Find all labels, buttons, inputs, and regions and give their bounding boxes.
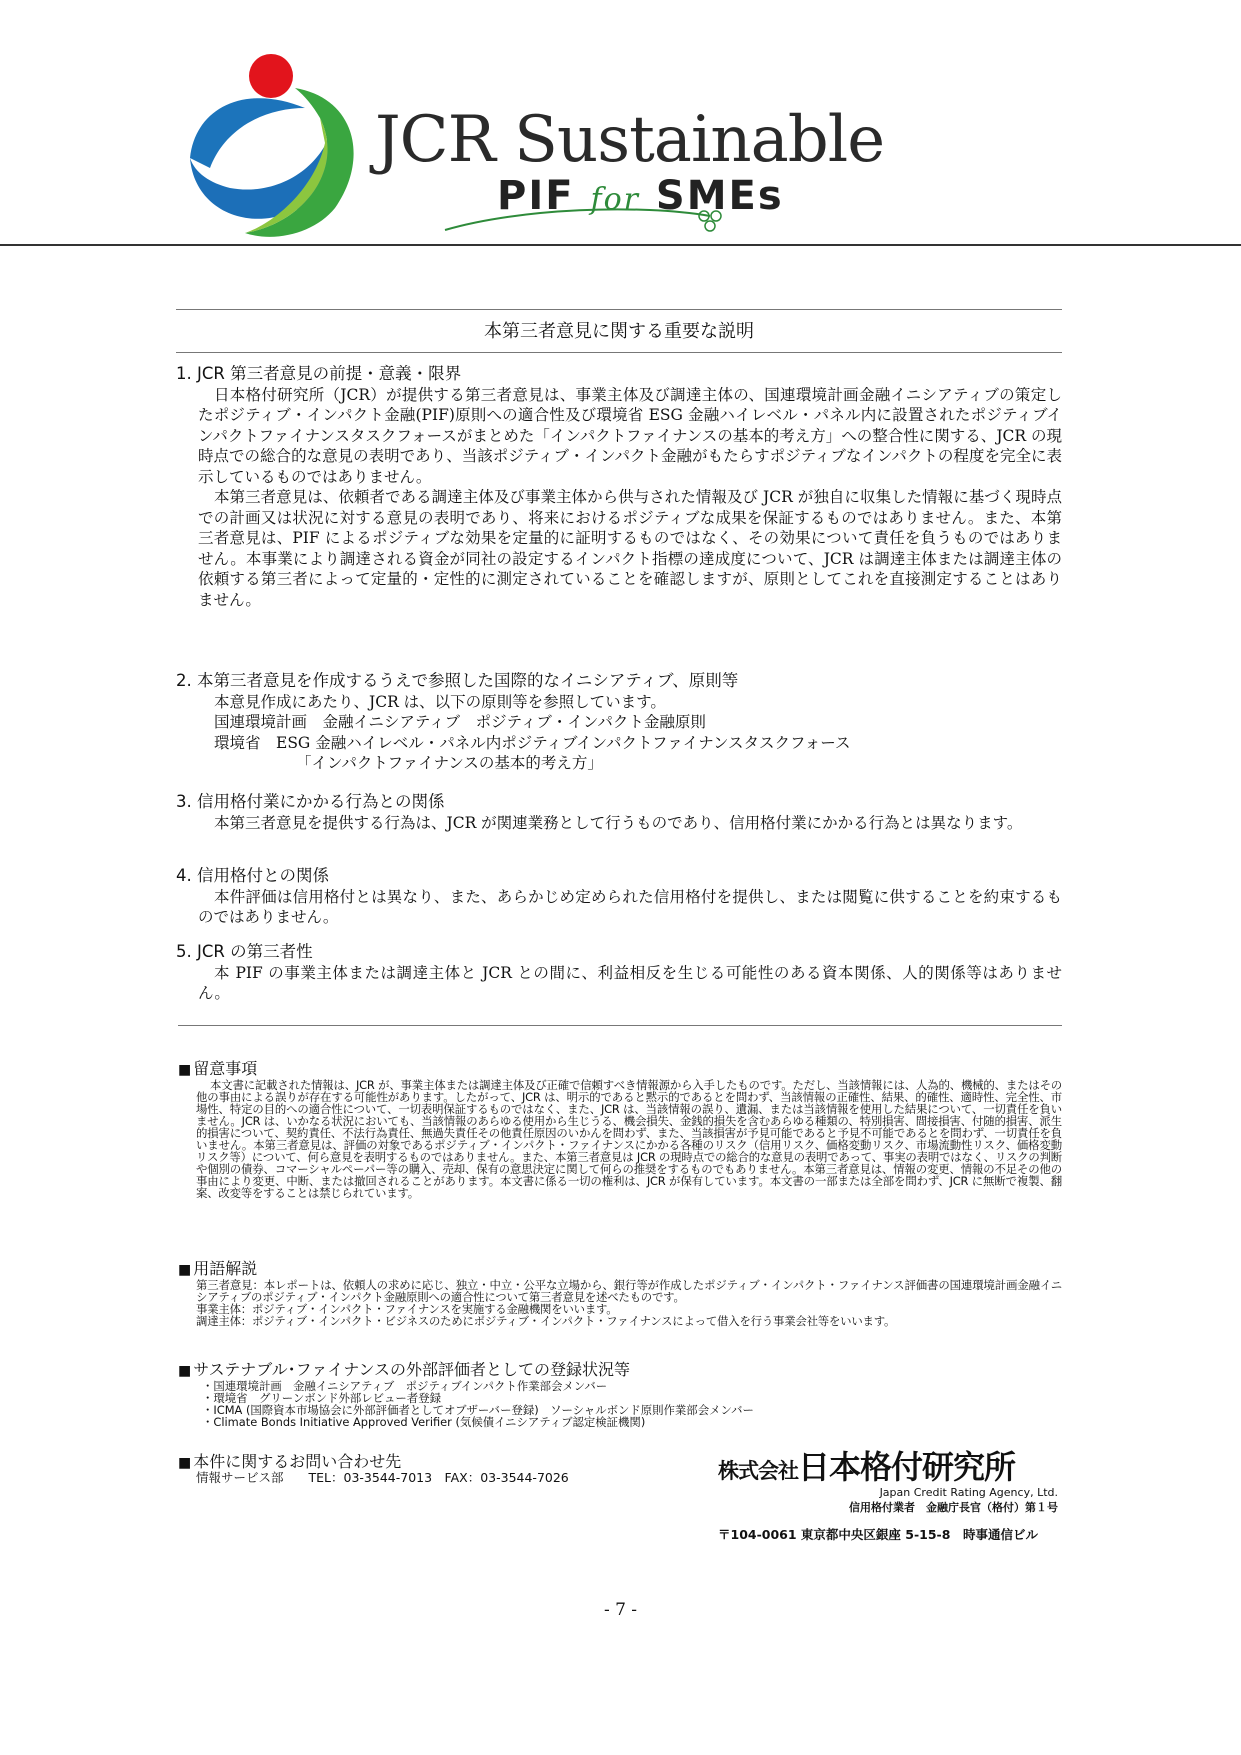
contact-heading: ■ 本件に関するお問い合わせ先 xyxy=(178,1449,678,1472)
contact-block xyxy=(178,1449,678,1484)
section-heading: 1. JCR 第三者意見の前提・意義・限界 xyxy=(176,364,462,383)
caution-heading: ■ 留意事項 xyxy=(178,1056,1062,1079)
section-5 xyxy=(176,942,1062,1004)
section-4 xyxy=(176,866,1062,928)
logo-title: JCR Sustainable xyxy=(375,103,885,177)
contact-details: 情報サービス部 TEL：03-3544-7013 FAX：03-3544-7026 xyxy=(196,1470,569,1485)
title-bottom-rule xyxy=(176,352,1062,353)
paragraph: 本第三者意見を提供する行為は、JCR が関連業務として行うものであり、信用格付業にかかる行為とは異なります。 xyxy=(214,813,1023,832)
registration-item: ・環境省 グリーンボンド外部レビュー者登録 xyxy=(202,1391,441,1405)
terms-heading: ■ 用語解説 xyxy=(178,1256,1062,1279)
section-3 xyxy=(176,792,1062,833)
title-top-rule xyxy=(176,309,1062,310)
terms-block xyxy=(178,1256,1062,1327)
section-heading: 4. 信用格付との関係 xyxy=(176,866,329,885)
company-address: 〒104-0061 東京都中央区銀座 5-15-8 時事通信ビル xyxy=(718,1527,1038,1542)
paragraph: 本第三者意見は、依頼者である調達主体及び事業主体から供与された情報及び JCR が独自に収集した情報に基づく現時点での計画又は状況に対する意見の表明であり、将来におけるポジティブな成果を保証するものではありません。また、本第三者意見は、PIF によるポジティブな効果を定量的に証明するものではなく、その効果について責任を負うものではありません。本事業により調達される資金が同社の設定するインパクト指標の達成度について、JCR は調達主体または調達主体の依頼する第三者によって定量的・定性的に測定されていることを確認しますが、原則としてこれを直接測定することはありません。 xyxy=(198,488,1062,609)
registration-heading: ■ サステナブル･ファイナンスの外部評価者としての登録状況等 xyxy=(178,1357,1062,1380)
logo-emblem-icon xyxy=(185,48,385,248)
caution-text: 本文書に記載された情報は、JCR が、事業主体または調達主体及び正確で信頼すべき情報源から入手したものです。ただし、当該情報には、人為的、機械的、またはその他の事由による誤りが存在する可能性があります。したがって、JCR は、明示的であると黙示的であるとを問わず、当該情報の正確性、結果、的確性、適時性、完全性、市場性、特定の目的への適合性について、一切表明保証するものではなく、また、JCR は、当該情報の誤り、遺漏、または当該情報を使用した結果について、一切責任を負いません。JCR は、いかなる状況においても、当該情報のあらゆる使用から生じうる、機会損失、金銭的損失を含むあらゆる種類の、特別損害、間接損害、付随的損害、派生的損害について、契約責任、不法行為責任、無過失責任その他責任原因のいかんを問わず、また、当該損害が予見可能であると予見不可能であるとを問わず、一切責任を負いません。本第三者意見は、評価の対象であるポジティブ・インパクト・ファイナンスにかかる各種のリスク（信用リスク、価格変動リスク、市場流動性リスク、価格変動リスク等）について、何ら意見を表明するものではありません。また、本第三者意見は JCR の現時点での総合的な意見の表明であって、事実の表明ではなく、リスクの判断や個別の債券、コマーシャルペーパー等の購入、売却、保有の意思決定に関して何らの推奨をするものでもありません。本第三者意見は、情報の変更、情報の不足その他の事由により変更、中断、または撤回されることがあります。本文書に係る一切の権利は、JCR が保有しています。本文書の一部または全部を問わず、JCR に無断で複製、翻案、改変等をすることは禁じられています。 xyxy=(196,1078,1062,1200)
reference-item: 環境省 ESG 金融ハイレベル・パネル内ポジティブインパクトファイナンスタスクフォース xyxy=(214,733,851,752)
section-heading: 5. JCR の第三者性 xyxy=(176,942,313,961)
section-heading: 2. 本第三者意見を作成するうえで参照した国際的なイニシアティブ、原則等 xyxy=(176,671,739,690)
page-number: - 7 - xyxy=(603,1600,638,1620)
company-block xyxy=(718,1442,1058,1543)
paragraph: 日本格付研究所（JCR）が提供する第三者意見は、事業主体及び調達主体の、国連環境計画金融イニシアティブの策定したポジティブ・インパクト金融(PIF)原則への適合性及び環境省 ESG 金融ハイレベル・パネル内に設置されたポジティブインパクトファイナンスタスクフォースがまとめた「インパクトファイナンスの基本的考え方」への整合性に関する、JCR の現時点での総合的な意見の表明であり、当該ポジティブ・インパクト金融がもたらすポジティブなインパクトの程度を完全に表示しているものではありません。 xyxy=(198,385,1062,486)
paragraph: 本 PIF の事業主体または調達主体と JCR との間に、利益相反を生じる可能性のある資本関係、人的関係等はありません。 xyxy=(198,963,1062,1002)
section-bottom-rule xyxy=(178,1025,1062,1026)
term-item: 第三者意見：本レポートは、依頼人の求めに応じ、独立・中立・公平な立場から、銀行等が作成したポジティブ・インパクト・ファイナンス評価書の国連環境計画金融イニシアティブのポジティブ・インパクト金融原則への適合性について第三者意見を述べたものです。 xyxy=(196,1278,1062,1304)
company-name: 株式会社日本格付研究所 xyxy=(718,1448,1016,1486)
header-rule xyxy=(0,244,1241,246)
section-1 xyxy=(176,364,1062,610)
logo-subtitle: PIF for SMEs xyxy=(497,173,784,219)
term-item: 事業主体：ポジティブ・インパクト・ファイナンスを実施する金融機関をいいます。 xyxy=(196,1302,618,1316)
section-heading: 3. 信用格付業にかかる行為との関係 xyxy=(176,792,445,811)
document-title: 本第三者意見に関する重要な説明 xyxy=(484,321,754,342)
registration-item: ・Climate Bonds Initiative Approved Verifier (気候債イニシアティブ認定検証機関) xyxy=(202,1415,646,1429)
paragraph: 本件評価は信用格付とは異なり、また、あらかじめ定められた信用格付を提供し、または閲覧に供することを約束するものではありません。 xyxy=(198,887,1062,926)
company-english-name: Japan Credit Rating Agency, Ltd. xyxy=(879,1486,1058,1499)
section-2 xyxy=(176,671,1062,774)
reference-item: 「インパクトファイナンスの基本的考え方」 xyxy=(296,754,603,772)
logo-swoosh-icon xyxy=(440,198,740,248)
reference-item: 国連環境計画 金融イニシアティブ ポジティブ・インパクト金融原則 xyxy=(214,713,706,731)
company-license: 信用格付業者 金融庁長官（格付）第１号 xyxy=(849,1501,1058,1514)
registration-block xyxy=(178,1357,1062,1428)
jcr-sustainable-logo xyxy=(185,48,885,248)
registration-item: ・国連環境計画 金融イニシアティブ ポジティブインパクト作業部会メンバー xyxy=(202,1379,608,1393)
term-item: 調達主体：ポジティブ・インパクト・ビジネスのためにポジティブ・インパクト・ファイナンスによって借入を行う事業会社等をいいます。 xyxy=(196,1314,896,1328)
paragraph: 本意見作成にあたり、JCR は、以下の原則等を参照しています。 xyxy=(214,692,666,711)
caution-block xyxy=(178,1056,1062,1199)
registration-item: ・ICMA (国際資本市場協会に外部評価者としてオブザーバー登録) ソーシャルボンド原則作業部会メンバー xyxy=(202,1403,754,1417)
